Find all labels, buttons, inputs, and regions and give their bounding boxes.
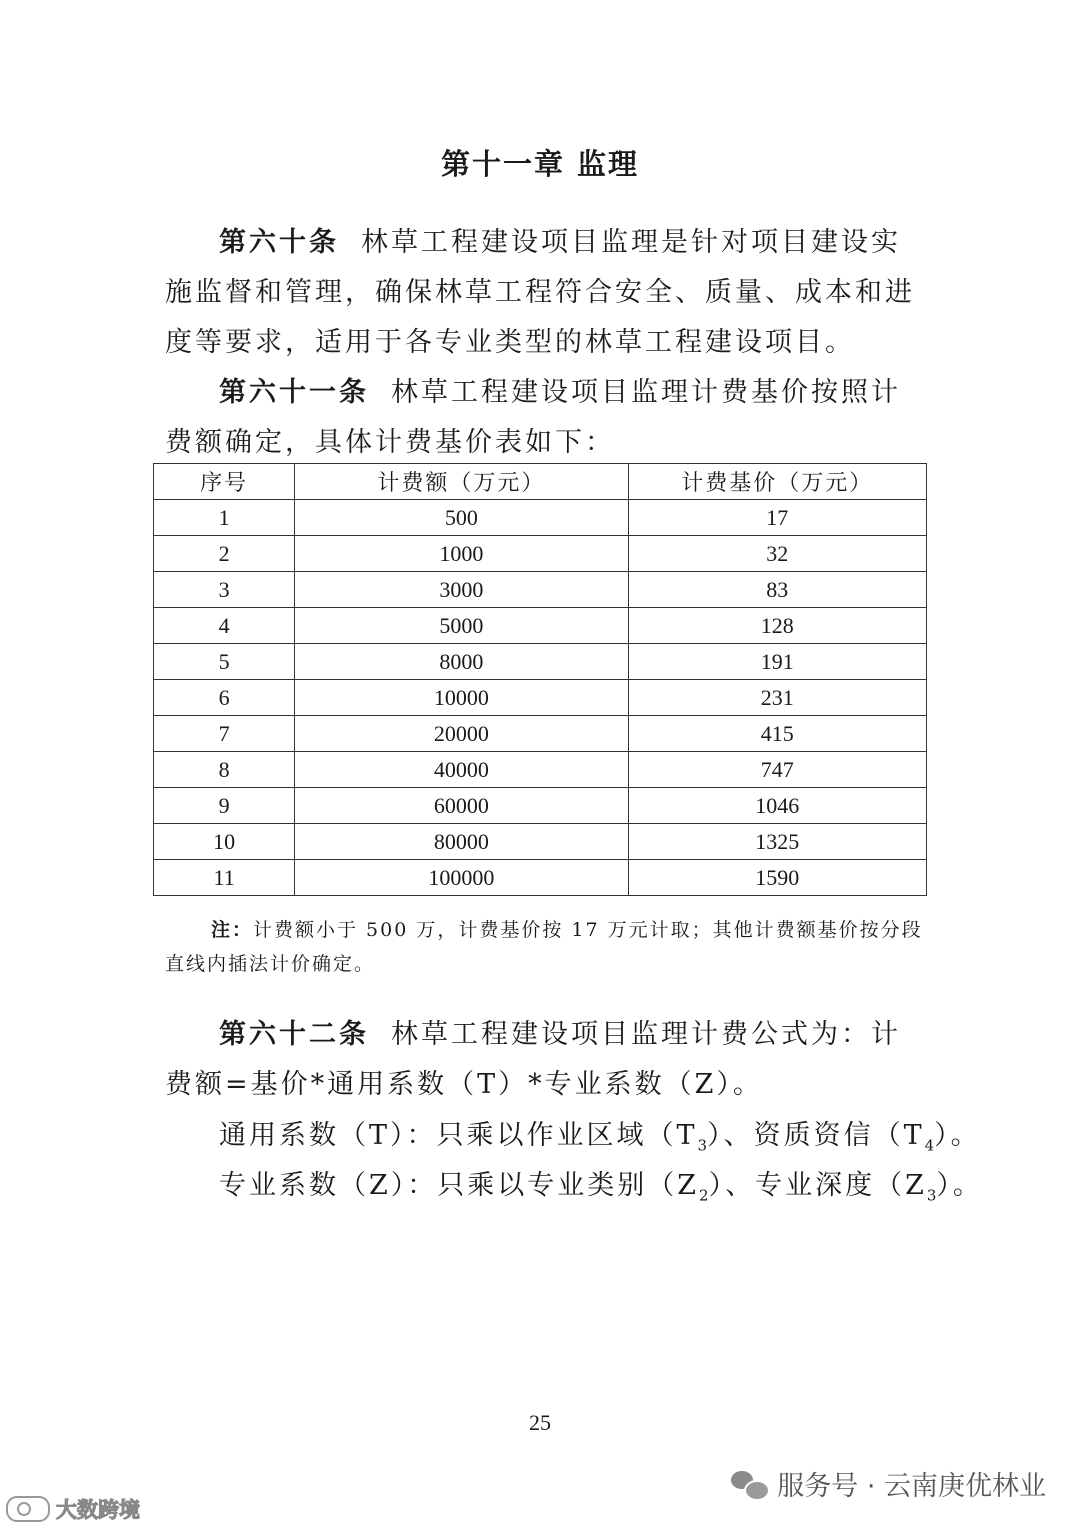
article-62-lead: 第六十二条 xyxy=(219,1019,369,1050)
article-61-text: 林草工程建设项目监理计费基价按照计费额确定，具体计费基价表如下： xyxy=(165,377,901,458)
table-row xyxy=(154,824,927,860)
cell-index: 7 xyxy=(154,716,295,752)
cell-index: 8 xyxy=(154,752,295,788)
cell-index: 3 xyxy=(154,572,295,608)
professional-coefficient-line xyxy=(219,1161,983,1220)
page-number: 25 xyxy=(529,1410,551,1435)
table-row xyxy=(154,752,927,788)
cell-index: 11 xyxy=(154,860,295,896)
cell-base-price: 128 xyxy=(628,608,926,644)
table-header-row xyxy=(154,464,927,500)
cell-base-price: 747 xyxy=(628,752,926,788)
table-note xyxy=(165,913,925,981)
cell-base-price: 1590 xyxy=(628,860,926,896)
coef-t-sub1: 3 xyxy=(697,1136,708,1155)
coef-t-suffix: ）。 xyxy=(934,1120,981,1151)
cell-base-price: 415 xyxy=(628,716,926,752)
fee-table xyxy=(153,463,927,896)
table-row xyxy=(154,788,927,824)
cell-index: 6 xyxy=(154,680,295,716)
note-label: 注： xyxy=(211,919,254,941)
article-61-lead: 第六十一条 xyxy=(219,377,369,408)
cell-fee-amount: 80000 xyxy=(295,824,628,860)
table-row xyxy=(154,536,927,572)
watermark-right-text: 服务号 · 云南庚优林业 xyxy=(777,1471,1046,1502)
coef-t-prefix: 通用系数（T）：只乘以作业区域（T xyxy=(219,1120,698,1151)
cell-fee-amount: 20000 xyxy=(295,716,628,752)
cell-index: 10 xyxy=(154,824,295,860)
cell-fee-amount: 100000 xyxy=(295,860,628,896)
wechat-icon xyxy=(731,1469,767,1499)
cell-base-price: 32 xyxy=(628,536,926,572)
coef-t-sub2: 4 xyxy=(924,1136,935,1155)
article-60 xyxy=(165,218,920,368)
table-row xyxy=(154,716,927,752)
header-index: 序号 xyxy=(154,464,295,500)
table-row xyxy=(154,608,927,644)
table-row xyxy=(154,500,927,536)
coef-z-sub1: 2 xyxy=(699,1186,709,1205)
cell-fee-amount: 40000 xyxy=(295,752,628,788)
cell-fee-amount: 10000 xyxy=(295,680,628,716)
cell-fee-amount: 5000 xyxy=(295,608,628,644)
cell-fee-amount: 8000 xyxy=(295,644,628,680)
article-62 xyxy=(165,1010,920,1110)
article-60-text: 林草工程建设项目监理是针对项目建设实施监督和管理，确保林草工程符合安全、质量、成本和进度等要求，适用于各专业类型的林草工程建设项目。 xyxy=(165,227,915,358)
cell-fee-amount: 3000 xyxy=(295,572,628,608)
article-62-text: 林草工程建设项目监理计费公式为：计费额=基价*通用系数（T）*专业系数（Z）。 xyxy=(165,1019,901,1100)
cell-fee-amount: 500 xyxy=(295,500,628,536)
cell-base-price: 1325 xyxy=(628,824,926,860)
cell-fee-amount: 1000 xyxy=(295,536,628,572)
fee-table-body xyxy=(154,500,927,896)
cell-base-price: 191 xyxy=(628,644,926,680)
logo-icon xyxy=(6,1496,50,1522)
article-60-lead: 第六十条 xyxy=(219,227,339,258)
coef-z-prefix: 专业系数（Z）：只乘以专业类别（Z xyxy=(219,1170,700,1201)
cell-base-price: 83 xyxy=(628,572,926,608)
header-fee-amount: 计费额（万元） xyxy=(295,464,628,500)
cell-index: 9 xyxy=(154,788,295,824)
coef-z-sub2: 3 xyxy=(926,1186,937,1205)
watermark-logo xyxy=(6,1494,140,1524)
cell-base-price: 1046 xyxy=(628,788,926,824)
coef-t-middle: ）、资质资信（T xyxy=(707,1120,925,1151)
table-row xyxy=(154,644,927,680)
table-row xyxy=(154,860,927,896)
header-base-price: 计费基价（万元） xyxy=(628,464,926,500)
table-row xyxy=(154,572,927,608)
cell-index: 2 xyxy=(154,536,295,572)
coef-z-middle: ）、专业深度（Z xyxy=(708,1170,927,1201)
note-text: 计费额小于 500 万，计费基价按 17 万元计取；其他计费额基价按分段直线内插法计价确定。 xyxy=(165,919,923,975)
chapter-title: 第十一章 监理 xyxy=(440,147,640,181)
cell-index: 4 xyxy=(154,608,295,644)
coef-z-suffix: ）。 xyxy=(936,1170,983,1201)
watermark-left-text: 大数跨境 xyxy=(56,1498,140,1522)
table-row xyxy=(154,680,927,716)
watermark-service-account xyxy=(731,1464,1046,1503)
article-61 xyxy=(165,368,920,468)
cell-index: 5 xyxy=(154,644,295,680)
cell-base-price: 17 xyxy=(628,500,926,536)
cell-fee-amount: 60000 xyxy=(295,788,628,824)
cell-base-price: 231 xyxy=(628,680,926,716)
cell-index: 1 xyxy=(154,500,295,536)
